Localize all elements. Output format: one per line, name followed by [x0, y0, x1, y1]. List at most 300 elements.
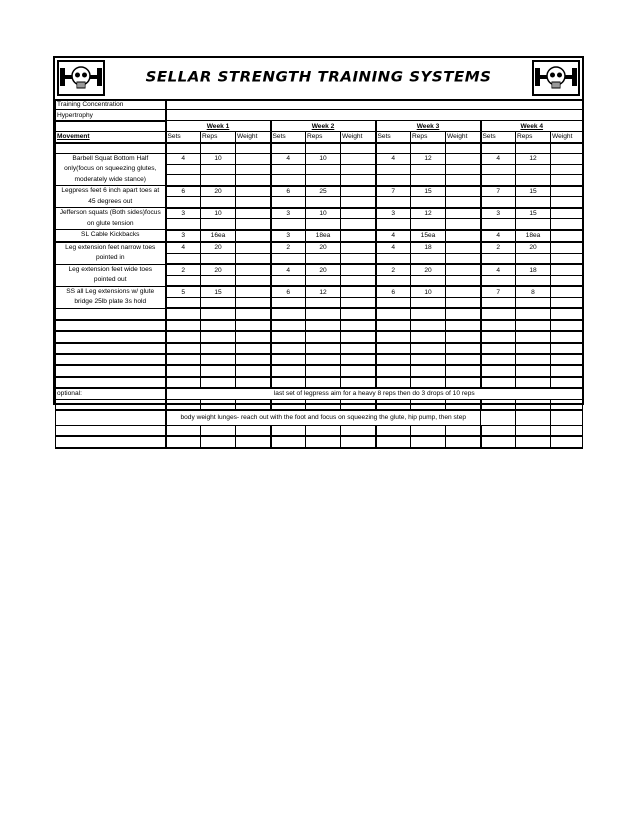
weight-cell[interactable] — [446, 143, 481, 154]
reps-cell[interactable] — [411, 164, 446, 175]
weight-cell[interactable] — [551, 320, 583, 331]
sets-cell[interactable]: 3 — [376, 208, 411, 219]
weight-cell[interactable] — [551, 297, 583, 308]
weight-cell[interactable] — [446, 230, 481, 242]
weight-cell[interactable] — [236, 164, 271, 175]
sets-cell[interactable] — [481, 297, 516, 308]
weight-cell[interactable] — [236, 320, 271, 331]
weight-cell[interactable] — [341, 219, 376, 230]
sets-cell[interactable] — [271, 377, 306, 388]
reps-cell[interactable]: 20 — [201, 264, 236, 275]
weight-cell[interactable] — [236, 143, 271, 154]
sets-cell[interactable] — [481, 377, 516, 388]
sets-cell[interactable]: 4 — [376, 242, 411, 253]
reps-cell[interactable]: 20 — [306, 242, 341, 253]
reps-cell[interactable]: 12 — [411, 153, 446, 164]
sets-cell[interactable] — [271, 297, 306, 308]
sets-cell[interactable]: 5 — [166, 286, 201, 297]
weight-cell[interactable] — [236, 230, 271, 242]
reps-cell[interactable] — [201, 175, 236, 186]
reps-cell[interactable] — [516, 343, 551, 354]
weight-cell[interactable] — [236, 153, 271, 164]
reps-cell[interactable] — [411, 331, 446, 342]
weight-cell[interactable] — [341, 399, 376, 410]
reps-cell[interactable] — [306, 377, 341, 388]
weight-cell[interactable] — [341, 365, 376, 376]
reps-cell[interactable] — [306, 399, 341, 410]
weight-cell[interactable] — [551, 377, 583, 388]
sets-cell[interactable] — [481, 253, 516, 264]
reps-cell[interactable]: 15 — [516, 208, 551, 219]
reps-cell[interactable] — [306, 331, 341, 342]
reps-cell[interactable] — [516, 399, 551, 410]
reps-cell[interactable] — [201, 354, 236, 365]
reps-cell[interactable] — [306, 365, 341, 376]
sets-cell[interactable] — [481, 143, 516, 154]
weight-cell[interactable] — [551, 436, 583, 447]
sets-cell[interactable]: 4 — [166, 153, 201, 164]
reps-cell[interactable] — [411, 197, 446, 208]
reps-cell[interactable] — [516, 410, 551, 426]
reps-cell[interactable] — [201, 425, 236, 436]
reps-cell[interactable] — [516, 365, 551, 376]
weight-cell[interactable] — [446, 354, 481, 365]
weight-cell[interactable] — [551, 286, 583, 297]
reps-cell[interactable] — [411, 377, 446, 388]
sets-cell[interactable] — [271, 425, 306, 436]
weight-cell[interactable] — [236, 436, 271, 447]
reps-cell[interactable] — [201, 365, 236, 376]
sets-cell[interactable]: 4 — [271, 153, 306, 164]
weight-cell[interactable] — [446, 275, 481, 286]
weight-cell[interactable] — [341, 264, 376, 275]
reps-cell[interactable] — [201, 143, 236, 154]
weight-cell[interactable] — [341, 377, 376, 388]
weight-cell[interactable] — [236, 343, 271, 354]
reps-cell[interactable] — [516, 331, 551, 342]
weight-cell[interactable] — [446, 377, 481, 388]
weight-cell[interactable] — [551, 354, 583, 365]
reps-cell[interactable] — [201, 343, 236, 354]
sets-cell[interactable]: 4 — [376, 153, 411, 164]
reps-cell[interactable]: 20 — [306, 264, 341, 275]
weight-cell[interactable] — [341, 436, 376, 447]
reps-cell[interactable]: 10 — [201, 153, 236, 164]
reps-cell[interactable]: 12 — [411, 208, 446, 219]
reps-cell[interactable]: 16ea — [201, 230, 236, 242]
weight-cell[interactable] — [551, 219, 583, 230]
sets-cell[interactable] — [166, 297, 201, 308]
weight-cell[interactable] — [551, 186, 583, 197]
weight-cell[interactable] — [446, 320, 481, 331]
sets-cell[interactable] — [481, 365, 516, 376]
sets-cell[interactable] — [376, 425, 411, 436]
sets-cell[interactable] — [271, 354, 306, 365]
weight-cell[interactable] — [551, 275, 583, 286]
sets-cell[interactable] — [271, 331, 306, 342]
reps-cell[interactable] — [411, 365, 446, 376]
sets-cell[interactable] — [166, 377, 201, 388]
reps-cell[interactable] — [411, 308, 446, 319]
weight-cell[interactable] — [341, 331, 376, 342]
sets-cell[interactable]: 7 — [481, 286, 516, 297]
reps-cell[interactable] — [516, 354, 551, 365]
weight-cell[interactable] — [446, 286, 481, 297]
reps-cell[interactable] — [516, 175, 551, 186]
reps-cell[interactable] — [306, 253, 341, 264]
reps-cell[interactable] — [201, 219, 236, 230]
weight-cell[interactable] — [446, 264, 481, 275]
sets-cell[interactable] — [376, 197, 411, 208]
weight-cell[interactable] — [551, 308, 583, 319]
reps-cell[interactable] — [516, 436, 551, 447]
weight-cell[interactable] — [446, 208, 481, 219]
weight-cell[interactable] — [341, 197, 376, 208]
sets-cell[interactable] — [271, 275, 306, 286]
sets-cell[interactable] — [481, 308, 516, 319]
sets-cell[interactable]: 6 — [376, 286, 411, 297]
reps-cell[interactable] — [411, 399, 446, 410]
weight-cell[interactable] — [446, 175, 481, 186]
sets-cell[interactable] — [166, 175, 201, 186]
weight-cell[interactable] — [236, 354, 271, 365]
sets-cell[interactable]: 3 — [481, 208, 516, 219]
weight-cell[interactable] — [341, 320, 376, 331]
weight-cell[interactable] — [551, 331, 583, 342]
sets-cell[interactable] — [166, 399, 201, 410]
reps-cell[interactable] — [516, 377, 551, 388]
sets-cell[interactable] — [481, 343, 516, 354]
weight-cell[interactable] — [236, 308, 271, 319]
sets-cell[interactable]: 3 — [271, 230, 306, 242]
sets-cell[interactable] — [166, 436, 201, 447]
sets-cell[interactable] — [166, 308, 201, 319]
sets-cell[interactable] — [481, 275, 516, 286]
sets-cell[interactable]: 4 — [376, 230, 411, 242]
sets-cell[interactable] — [481, 164, 516, 175]
weight-cell[interactable] — [341, 242, 376, 253]
reps-cell[interactable]: 15ea — [411, 230, 446, 242]
sets-cell[interactable]: 7 — [376, 186, 411, 197]
sets-cell[interactable] — [376, 365, 411, 376]
weight-cell[interactable] — [341, 286, 376, 297]
sets-cell[interactable]: 6 — [271, 286, 306, 297]
sets-cell[interactable] — [271, 143, 306, 154]
sets-cell[interactable]: 4 — [166, 242, 201, 253]
weight-cell[interactable] — [236, 365, 271, 376]
reps-cell[interactable]: 12 — [306, 286, 341, 297]
weight-cell[interactable] — [551, 153, 583, 164]
sets-cell[interactable] — [376, 253, 411, 264]
weight-cell[interactable] — [446, 365, 481, 376]
sets-cell[interactable]: 4 — [481, 264, 516, 275]
weight-cell[interactable] — [446, 343, 481, 354]
weight-cell[interactable] — [341, 164, 376, 175]
reps-cell[interactable]: 10 — [306, 153, 341, 164]
sets-cell[interactable] — [376, 436, 411, 447]
reps-cell[interactable] — [306, 354, 341, 365]
reps-cell[interactable] — [201, 253, 236, 264]
sets-cell[interactable] — [376, 297, 411, 308]
weight-cell[interactable] — [236, 399, 271, 410]
reps-cell[interactable] — [516, 308, 551, 319]
weight-cell[interactable] — [446, 242, 481, 253]
reps-cell[interactable]: 18ea — [516, 230, 551, 242]
sets-cell[interactable]: 2 — [481, 242, 516, 253]
weight-cell[interactable] — [341, 425, 376, 436]
weight-cell[interactable] — [236, 377, 271, 388]
weight-cell[interactable] — [341, 343, 376, 354]
weight-cell[interactable] — [236, 219, 271, 230]
reps-cell[interactable] — [201, 308, 236, 319]
reps-cell[interactable] — [516, 197, 551, 208]
weight-cell[interactable] — [551, 175, 583, 186]
sets-cell[interactable] — [376, 354, 411, 365]
reps-cell[interactable]: 12 — [516, 153, 551, 164]
reps-cell[interactable]: 18 — [411, 242, 446, 253]
reps-cell[interactable]: 8 — [516, 286, 551, 297]
sets-cell[interactable]: 6 — [166, 186, 201, 197]
sets-cell[interactable] — [376, 343, 411, 354]
reps-cell[interactable] — [516, 320, 551, 331]
reps-cell[interactable] — [306, 425, 341, 436]
sets-cell[interactable] — [481, 399, 516, 410]
weight-cell[interactable] — [236, 242, 271, 253]
sets-cell[interactable] — [376, 275, 411, 286]
sets-cell[interactable] — [166, 343, 201, 354]
sets-cell[interactable] — [376, 175, 411, 186]
reps-cell[interactable]: 10 — [411, 286, 446, 297]
weight-cell[interactable] — [236, 197, 271, 208]
weight-cell[interactable] — [236, 286, 271, 297]
weight-cell[interactable] — [446, 425, 481, 436]
weight-cell[interactable] — [341, 275, 376, 286]
sets-cell[interactable]: 4 — [481, 153, 516, 164]
sets-cell[interactable] — [271, 365, 306, 376]
weight-cell[interactable] — [446, 331, 481, 342]
weight-cell[interactable] — [236, 425, 271, 436]
weight-cell[interactable] — [551, 253, 583, 264]
reps-cell[interactable] — [411, 320, 446, 331]
sets-cell[interactable] — [166, 425, 201, 436]
reps-cell[interactable] — [201, 331, 236, 342]
sets-cell[interactable]: 4 — [481, 230, 516, 242]
weight-cell[interactable] — [341, 354, 376, 365]
sets-cell[interactable]: 3 — [271, 208, 306, 219]
weight-cell[interactable] — [551, 410, 583, 426]
weight-cell[interactable] — [341, 297, 376, 308]
reps-cell[interactable] — [411, 143, 446, 154]
reps-cell[interactable] — [411, 219, 446, 230]
sets-cell[interactable] — [376, 377, 411, 388]
reps-cell[interactable] — [411, 175, 446, 186]
weight-cell[interactable] — [551, 143, 583, 154]
reps-cell[interactable] — [201, 275, 236, 286]
weight-cell[interactable] — [551, 264, 583, 275]
weight-cell[interactable] — [446, 399, 481, 410]
reps-cell[interactable] — [411, 343, 446, 354]
reps-cell[interactable] — [516, 164, 551, 175]
weight-cell[interactable] — [236, 186, 271, 197]
sets-cell[interactable] — [271, 343, 306, 354]
sets-cell[interactable] — [166, 365, 201, 376]
reps-cell[interactable] — [411, 297, 446, 308]
reps-cell[interactable] — [306, 275, 341, 286]
sets-cell[interactable] — [271, 253, 306, 264]
weight-cell[interactable] — [551, 365, 583, 376]
reps-cell[interactable] — [201, 297, 236, 308]
weight-cell[interactable] — [236, 275, 271, 286]
reps-cell[interactable] — [201, 436, 236, 447]
reps-cell[interactable] — [411, 436, 446, 447]
reps-cell[interactable] — [516, 275, 551, 286]
sets-cell[interactable] — [481, 436, 516, 447]
reps-cell[interactable] — [516, 219, 551, 230]
weight-cell[interactable] — [236, 253, 271, 264]
weight-cell[interactable] — [551, 399, 583, 410]
weight-cell[interactable] — [446, 164, 481, 175]
reps-cell[interactable] — [411, 354, 446, 365]
sets-cell[interactable] — [166, 197, 201, 208]
reps-cell[interactable]: 25 — [306, 186, 341, 197]
sets-cell[interactable] — [271, 175, 306, 186]
reps-cell[interactable]: 15 — [201, 286, 236, 297]
reps-cell[interactable]: 20 — [201, 242, 236, 253]
sets-cell[interactable] — [481, 425, 516, 436]
weight-cell[interactable] — [341, 308, 376, 319]
sets-cell[interactable] — [271, 197, 306, 208]
weight-cell[interactable] — [236, 175, 271, 186]
sets-cell[interactable] — [481, 219, 516, 230]
sets-cell[interactable] — [481, 197, 516, 208]
weight-cell[interactable] — [341, 186, 376, 197]
sets-cell[interactable] — [166, 354, 201, 365]
weight-cell[interactable] — [341, 208, 376, 219]
sets-cell[interactable] — [271, 164, 306, 175]
sets-cell[interactable] — [166, 331, 201, 342]
weight-cell[interactable] — [551, 197, 583, 208]
reps-cell[interactable] — [201, 320, 236, 331]
sets-cell[interactable] — [376, 143, 411, 154]
sets-cell[interactable]: 2 — [271, 242, 306, 253]
reps-cell[interactable] — [306, 308, 341, 319]
weight-cell[interactable] — [341, 175, 376, 186]
weight-cell[interactable] — [446, 308, 481, 319]
weight-cell[interactable] — [341, 153, 376, 164]
sets-cell[interactable] — [376, 399, 411, 410]
reps-cell[interactable]: 20 — [516, 242, 551, 253]
weight-cell[interactable] — [236, 297, 271, 308]
weight-cell[interactable] — [341, 253, 376, 264]
sets-cell[interactable] — [481, 410, 516, 426]
reps-cell[interactable] — [411, 275, 446, 286]
weight-cell[interactable] — [446, 186, 481, 197]
reps-cell[interactable] — [516, 297, 551, 308]
weight-cell[interactable] — [446, 197, 481, 208]
sets-cell[interactable]: 3 — [166, 208, 201, 219]
reps-cell[interactable] — [306, 219, 341, 230]
sets-cell[interactable] — [481, 175, 516, 186]
sets-cell[interactable] — [376, 308, 411, 319]
sets-cell[interactable]: 7 — [481, 186, 516, 197]
sets-cell[interactable] — [376, 331, 411, 342]
sets-cell[interactable] — [166, 219, 201, 230]
reps-cell[interactable] — [411, 253, 446, 264]
reps-cell[interactable] — [201, 399, 236, 410]
reps-cell[interactable]: 18 — [516, 264, 551, 275]
sets-cell[interactable] — [376, 164, 411, 175]
sets-cell[interactable] — [481, 354, 516, 365]
weight-cell[interactable] — [551, 230, 583, 242]
sets-cell[interactable] — [481, 320, 516, 331]
weight-cell[interactable] — [236, 264, 271, 275]
reps-cell[interactable] — [516, 425, 551, 436]
sets-cell[interactable] — [166, 253, 201, 264]
reps-cell[interactable]: 10 — [201, 208, 236, 219]
reps-cell[interactable]: 10 — [306, 208, 341, 219]
reps-cell[interactable] — [306, 143, 341, 154]
sets-cell[interactable]: 3 — [166, 230, 201, 242]
sets-cell[interactable] — [376, 219, 411, 230]
weight-cell[interactable] — [551, 208, 583, 219]
weight-cell[interactable] — [446, 219, 481, 230]
sets-cell[interactable] — [271, 219, 306, 230]
reps-cell[interactable] — [516, 143, 551, 154]
reps-cell[interactable]: 15 — [516, 186, 551, 197]
reps-cell[interactable] — [306, 343, 341, 354]
reps-cell[interactable] — [201, 377, 236, 388]
sets-cell[interactable]: 2 — [376, 264, 411, 275]
sets-cell[interactable] — [166, 275, 201, 286]
sets-cell[interactable] — [376, 320, 411, 331]
weight-cell[interactable] — [446, 436, 481, 447]
weight-cell[interactable] — [236, 208, 271, 219]
sets-cell[interactable] — [481, 331, 516, 342]
weight-cell[interactable] — [341, 143, 376, 154]
weight-cell[interactable] — [446, 297, 481, 308]
sets-cell[interactable]: 4 — [271, 264, 306, 275]
reps-cell[interactable] — [306, 297, 341, 308]
reps-cell[interactable] — [306, 320, 341, 331]
sets-cell[interactable] — [271, 308, 306, 319]
weight-cell[interactable] — [446, 253, 481, 264]
reps-cell[interactable] — [516, 253, 551, 264]
sets-cell[interactable] — [166, 143, 201, 154]
weight-cell[interactable] — [446, 153, 481, 164]
sets-cell[interactable] — [166, 320, 201, 331]
sets-cell[interactable] — [271, 320, 306, 331]
reps-cell[interactable] — [201, 164, 236, 175]
weight-cell[interactable] — [551, 164, 583, 175]
reps-cell[interactable]: 18ea — [306, 230, 341, 242]
reps-cell[interactable] — [201, 197, 236, 208]
weight-cell[interactable] — [341, 230, 376, 242]
reps-cell[interactable] — [306, 197, 341, 208]
weight-cell[interactable] — [551, 343, 583, 354]
reps-cell[interactable]: 20 — [411, 264, 446, 275]
sets-cell[interactable] — [271, 436, 306, 447]
sets-cell[interactable]: 2 — [166, 264, 201, 275]
reps-cell[interactable]: 20 — [201, 186, 236, 197]
reps-cell[interactable] — [411, 425, 446, 436]
weight-cell[interactable] — [551, 425, 583, 436]
reps-cell[interactable]: 15 — [411, 186, 446, 197]
weight-cell[interactable] — [551, 242, 583, 253]
sets-cell[interactable] — [166, 164, 201, 175]
reps-cell[interactable] — [306, 436, 341, 447]
sets-cell[interactable]: 6 — [271, 186, 306, 197]
weight-cell[interactable] — [236, 331, 271, 342]
